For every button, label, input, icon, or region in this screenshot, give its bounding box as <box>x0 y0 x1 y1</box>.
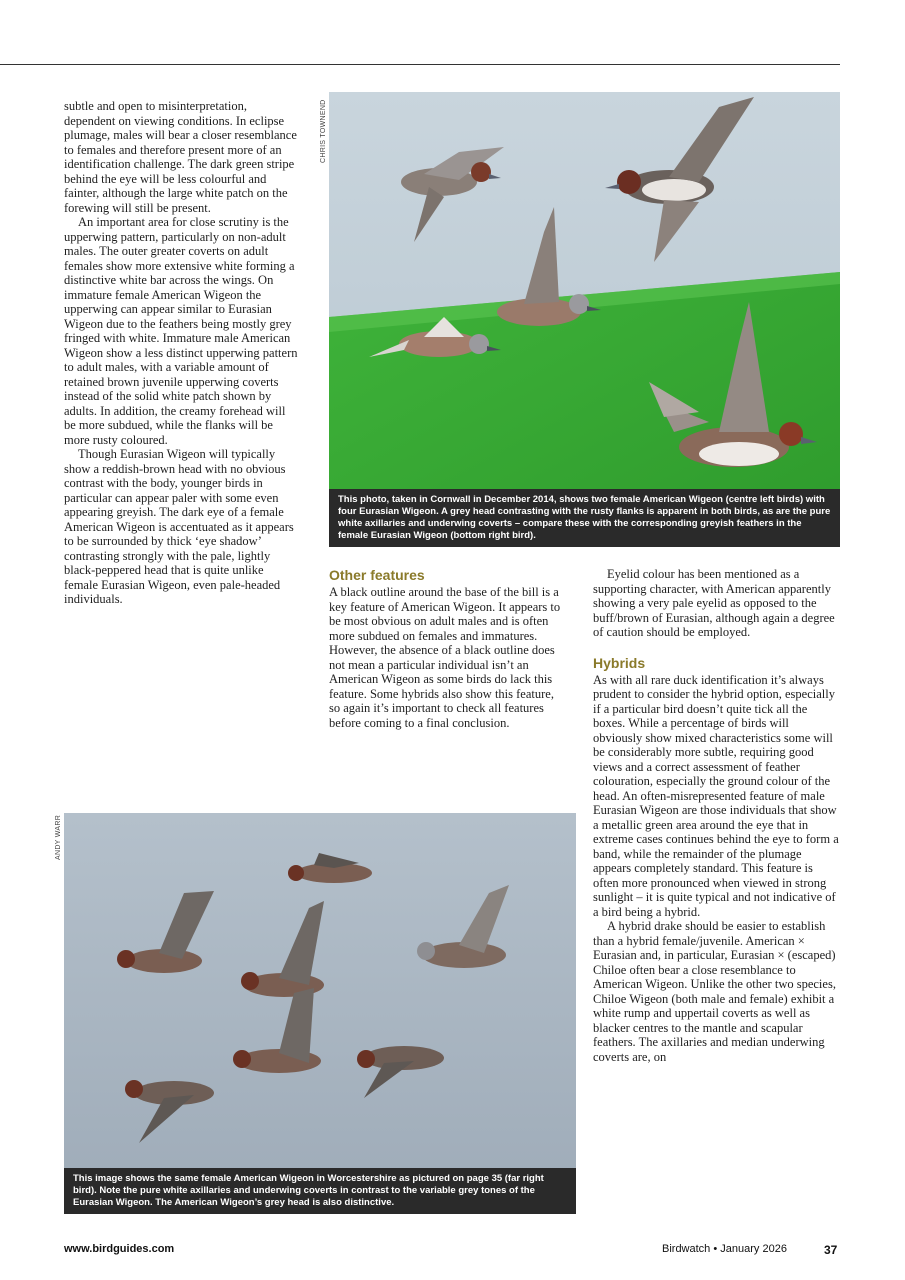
footer-issue-date: January 2026 <box>720 1243 787 1255</box>
column-middle <box>329 567 561 730</box>
photo1-caption: This photo, taken in Cornwall in December 2014, shows two female American Wigeon (centre left birds) with four Eurasian Wigeon. A grey head contrasting with the rusty flanks is apparent in both birds, as are the pure white axillaries and underwing coverts – compare these with the corresponding greyish feathers in the female Eurasian Wigeon (bottom right bird). <box>329 489 840 547</box>
col3-paragraph-1: Eyelid colour has been mentioned as a supporting character, with American apparently showing a very pale eyelid as opposed to the buff/brown of Eurasian, although again a degree of caution should be employed. <box>593 567 835 639</box>
heading-other-features: Other features <box>329 567 425 583</box>
page-number: 37 <box>824 1243 838 1257</box>
photo2-credit: ANDY WARR <box>55 814 62 860</box>
col3-paragraph-3: A hybrid drake should be easier to establish than a hybrid female/juvenile. American × Eurasian and, in particular, Eurasian × (escaped) Chiloe often bear a close resemblance to American Wigeon. Unlike the other two species, Chiloe Wigeon (both male and female) exhibit a white rump and uppertail coverts as well as blacker centres to the mantle and scapular feathers. The axillaries and median underwing coverts are, on <box>593 919 836 1064</box>
column-left <box>64 99 300 607</box>
column-right <box>593 567 840 1064</box>
top-rule <box>0 64 840 65</box>
photo1-credit: CHRIS TOWNEND <box>320 99 327 163</box>
heading-hybrids: Hybrids <box>593 654 646 671</box>
col3-paragraph-2: As with all rare duck identification it’s always prudent to consider the hybrid option, especially if a particular bird doesn’t quite tick all the boxes. While a percentage of birds will obviously show mixed characteristics some will be considerably more subtle, requiring good views and a correct assessment of feather colouration, especially the ground colour of the head. An often-misrepresented feature of male Eurasian Wigeon are those individuals that show a metallic green area around the eye that in extreme cases continues behind the eye to form a band, while the remainder of the plumage appears completely standard. This feature is often more pronounced when viewed in strong sunlight – it is quite typical and not indicative of a bird being a hybrid. <box>593 672 839 919</box>
col1-paragraph-1: subtle and open to misinterpretation, dependent on viewing conditions. In eclipse plumage, males will bear a closer resemblance to females and therefore present more of an identification challenge. The dark green stripe behind the eye will be less colourful and fainter, although the large white patch on the forewing will still be present. <box>64 99 297 215</box>
photo-worcestershire-wigeon <box>64 813 576 1214</box>
col2-paragraph-1: A black outline around the base of the bill is a key feature of American Wigeon. It appears to be most obvious on adult males and is often more subdued on females and immatures. However, the absence of a black outline does not mean a particular individual isn’t an American Wigeon as some birds do lack this feature. Some hybrids also show this feature, so again it’s important to check all features before coming to a final conclusion. <box>329 585 561 730</box>
footer-magazine: Birdwatch <box>662 1243 711 1255</box>
footer-bullet: • <box>713 1243 718 1255</box>
photo1-image <box>329 92 840 547</box>
footer-issue <box>662 1243 787 1255</box>
col1-paragraph-2: An important area for close scrutiny is the upperwing pattern, particularly on non-adult males. The outer greater coverts on adult females show more extensive white forming a distinctive white bar across the wings. On immature female American Wigeon the upperwing can appear similar to Eurasian Wigeon due to the feathers being mostly grey fringed with white. Immature male American Wigeon show a less distinct upperwing pattern to adult males, with a variable amount of retained brown juvenile upperwing coverts instead of the solid white patch shown by adults. In addition, the creamy forehead will be more subdued, while the flanks will be more rusty coloured. <box>64 215 298 447</box>
photo-cornwall-wigeon <box>329 92 840 547</box>
col1-paragraph-3: Though Eurasian Wigeon will typically show a reddish-brown head with no obvious contrast with the body, younger birds in particular can appear paler with some even appearing greyish. The dark eye of a female American Wigeon is accentuated as it appears to be surrounded by thick ‘eye shadow’ contrasting strongly with the pale, lightly black-peppered head that is quite unlike female Eurasian Wigeon, even pale-headed individuals. <box>64 447 294 606</box>
photo2-caption: This image shows the same female American Wigeon in Worcestershire as pictured on page 35 (far right bird). Note the pure white axillaries and underwing coverts in contrast to the variable grey tones of the Eurasian Wigeon. The American Wigeon’s grey head is also distinctive. <box>64 1168 576 1214</box>
photo2-image <box>64 813 576 1214</box>
footer-url[interactable]: www.birdguides.com <box>64 1243 175 1255</box>
